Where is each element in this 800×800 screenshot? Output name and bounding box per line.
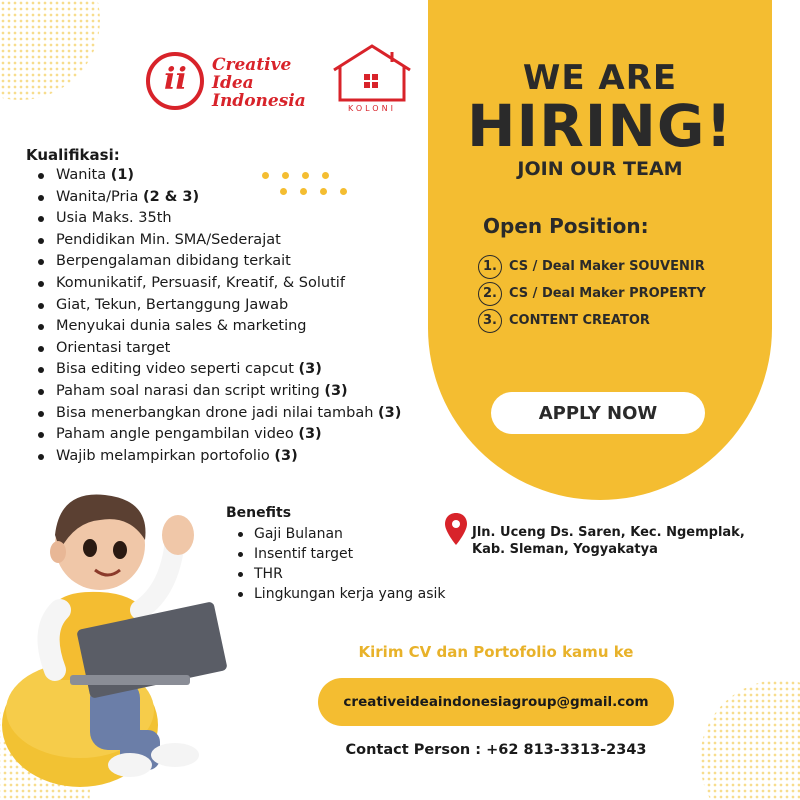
kualifikasi-item-text: Paham angle pengambilan video <box>56 426 299 443</box>
kualifikasi-item-text: Komunikatif, Persuasif, Kreatif, & Solutif <box>56 274 345 291</box>
kualifikasi-item-text: Bisa menerbangkan drone jadi nilai tambah <box>56 404 379 421</box>
kualifikasi-item <box>38 403 401 425</box>
join-our-team-heading: JOIN OUR TEAM <box>517 158 683 180</box>
benefit-item: Insentif target <box>238 544 446 564</box>
creative-idea-logo <box>146 50 316 114</box>
open-position-title: Open Position: <box>483 214 649 238</box>
position-item <box>478 253 706 280</box>
kualifikasi-item-text: Bisa editing video seperti capcut <box>56 361 299 378</box>
hiring-heading: HIRING! <box>467 92 733 160</box>
kualifikasi-item-position-tag: (1) <box>110 167 135 183</box>
kualifikasi-item-position-tag: (3) <box>378 404 402 421</box>
kualifikasi-item <box>38 359 401 381</box>
kualifikasi-item <box>38 208 401 230</box>
kualifikasi-item <box>38 446 401 468</box>
decorative-dots-top-left <box>0 0 100 100</box>
benefits-title: Benefits <box>226 505 292 521</box>
address-line-2: Kab. Sleman, Yogyakatya <box>472 542 658 557</box>
email-address[interactable]: creativeideaindonesiagroup@gmail.com <box>318 678 674 726</box>
kualifikasi-item <box>38 295 401 317</box>
position-label: CS / Deal Maker PROPERTY <box>509 286 706 301</box>
send-cv-text: Kirim CV dan Portofolio kamu ke <box>358 643 634 661</box>
benefit-item: THR <box>238 564 446 584</box>
kualifikasi-title: Kualifikasi: <box>26 146 120 164</box>
kualifikasi-item-position-tag: (3) <box>274 447 298 464</box>
kualifikasi-item-text: Pendidikan Min. SMA/Sederajat <box>56 231 281 248</box>
position-number: 3. <box>478 309 502 333</box>
kualifikasi-item-text: Wanita <box>56 167 111 183</box>
position-item <box>478 307 706 334</box>
kualifikasi-item <box>38 230 401 252</box>
kualifikasi-item-text: Orientasi target <box>56 339 171 356</box>
kualifikasi-item <box>38 251 401 273</box>
koloni-logo <box>330 42 414 118</box>
kualifikasi-item-text: Menyukai dunia sales & marketing <box>56 318 307 335</box>
kualifikasi-list <box>38 165 401 467</box>
position-list <box>478 253 706 334</box>
creative-idea-logo-icon: ii <box>146 52 204 110</box>
kualifikasi-item-position-tag: (3) <box>298 426 322 443</box>
contact-person: Contact Person : +62 813-3313-2343 <box>345 742 647 758</box>
house-icon <box>330 42 414 104</box>
kualifikasi-item <box>38 381 401 403</box>
benefits-list <box>238 524 446 604</box>
character-illustration <box>0 480 240 800</box>
kualifikasi-item-text: Paham soal narasi dan script writing <box>56 382 325 399</box>
address <box>472 524 792 558</box>
position-label: CS / Deal Maker SOUVENIR <box>509 259 705 274</box>
position-label: CONTENT CREATOR <box>509 313 650 328</box>
address-line-1: Jln. Uceng Ds. Saren, Kec. Ngemplak, <box>472 525 745 540</box>
creative-idea-logo-text: Creative Idea Indonesia <box>212 55 306 111</box>
kualifikasi-item <box>38 424 401 446</box>
kualifikasi-item-text: Wajib melampirkan portofolio <box>56 447 275 464</box>
decorative-dots-bottom-right <box>700 680 800 800</box>
apply-now-button[interactable]: APPLY NOW <box>491 392 705 434</box>
kualifikasi-item-text: Usia Maks. 35th <box>56 210 172 227</box>
location-pin-icon <box>445 513 467 545</box>
kualifikasi-item-text: Wanita/Pria <box>56 188 143 205</box>
kualifikasi-item-text: Berpengalaman dibidang terkait <box>56 253 291 270</box>
position-item <box>478 280 706 307</box>
we-are-heading: WE ARE <box>522 58 678 98</box>
kualifikasi-item-position-tag: (2 & 3) <box>142 188 200 205</box>
benefit-item: Lingkungan kerja yang asik <box>238 584 446 604</box>
kualifikasi-item <box>38 273 401 295</box>
kualifikasi-item <box>38 338 401 360</box>
koloni-logo-text: KOLONI <box>348 104 396 113</box>
decorative-yellow-dots <box>262 168 362 198</box>
position-number: 2. <box>478 282 502 306</box>
benefit-item: Gaji Bulanan <box>238 524 446 544</box>
kualifikasi-item-position-tag: (3) <box>324 382 348 399</box>
kualifikasi-item-position-tag: (3) <box>298 361 322 378</box>
kualifikasi-item <box>38 316 401 338</box>
kualifikasi-item-text: Giat, Tekun, Bertanggung Jawab <box>56 296 289 313</box>
position-number: 1. <box>478 255 502 279</box>
